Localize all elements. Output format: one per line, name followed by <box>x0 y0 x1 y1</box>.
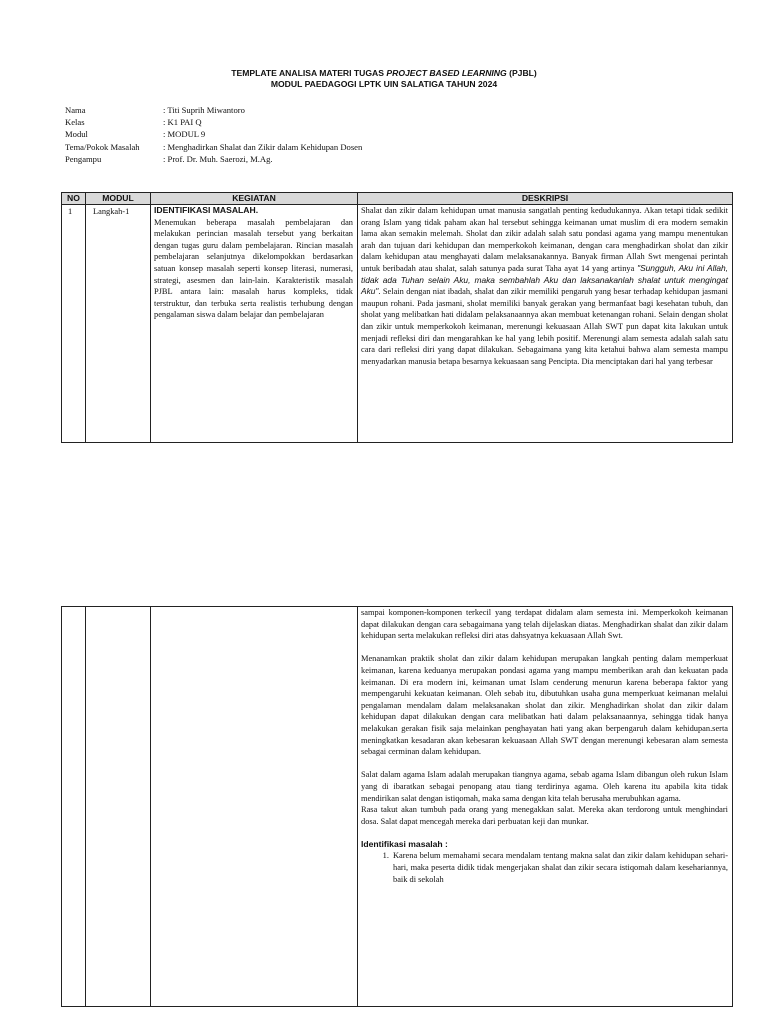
deskripsi-paragraph: Rasa takut akan tumbuh pada orang yang menegakkan salat. Mereka akan terdorong untuk menghindari dosa. Salat dapat mencegah mereka dari perbuatan keji dan munkar. <box>361 805 728 826</box>
info-value: : Prof. Dr. Muh. Saerozi, M.Ag. <box>163 153 273 164</box>
document-title-italic: PROJECT BASED LEARNING <box>386 68 507 78</box>
info-row-modul <box>65 128 362 140</box>
info-row-kelas <box>65 116 362 128</box>
info-value: : Titi Suprih Miwantoro <box>163 105 245 115</box>
info-value: : K1 PAI Q <box>163 117 202 128</box>
quran-quote: "Sungguh, Aku ini Allah, tidak ada Tuhan selain Aku, maka sembahlah Aku dan laksanakanlah shalat untuk mengingat Aku" <box>361 262 728 297</box>
info-label: Pengampu <box>65 153 102 164</box>
row-number-empty <box>62 607 86 1007</box>
document-subtitle: MODUL PAEDAGOGI LPTK UIN SALATIGA TAHUN 2024 <box>270 79 498 89</box>
kegiatan-cell <box>151 205 358 443</box>
table-row <box>62 205 733 443</box>
table-row <box>62 607 733 1007</box>
row-modul-empty <box>86 607 151 1007</box>
analysis-table-page1 <box>61 192 733 443</box>
row-modul: Langkah-1 <box>86 205 151 443</box>
kegiatan-heading: IDENTIFIKASI MASALAH. <box>154 205 259 215</box>
row-number: 1 <box>62 205 86 443</box>
list-item: 1. Karena belum memahami secara mendalam tentang makna salat dan zikir dalam kehidupan sehari-hari, maka peserta didik tidak mengerjakan shalat dan zikir secara istiqomah dalam kesehariannya, baik di sekolah <box>391 850 728 885</box>
table-header-row <box>62 193 733 205</box>
info-row-pengampu <box>65 153 362 165</box>
document-title: TEMPLATE ANALISA MATERI TUGAS PROJECT BASED LEARNING (PJBL) <box>231 68 537 78</box>
info-value: : MODUL 9 <box>163 129 206 140</box>
deskripsi-paragraph: Salat dalam agama Islam adalah merupakan tiangnya agama, sebab agama Islam dibangun oleh rukun Islam yang di ibaratkan sebagai penopang atau tiang terdirinya agama. Oleh karena itu apabila kita tidak mendirikan salat dengan istiqomah, maka sama dengan kita telah berusaha merubuhkan agama. <box>361 770 728 803</box>
info-row-tema <box>65 141 362 153</box>
deskripsi-cell <box>358 607 733 1007</box>
header-kegiatan: KEGIATAN <box>151 193 358 205</box>
info-label: Tema/Pokok Masalah <box>65 141 140 152</box>
identifikasi-heading: Identifikasi masalah : <box>361 838 448 849</box>
deskripsi-cell <box>358 205 733 443</box>
kegiatan-cell-empty <box>151 607 358 1007</box>
deskripsi-paragraph: Shalat dan zikir dalam kehidupan umat manusia sangatlah penting kedudukannya. Akan tetapi tidak sedikit orang Islam yang tidak paham akan hal tersebut sehingga keimanan umat muslim di era modern semakin lama akan semakin melemah. Sholat dan zikir adalah salah satu pondasi agama yang mampu menentukan arah dan tujuan dari kehidupan dan memperkokoh keimanan, dengan cara menghadirkan sholat dan zikir dalam kehidupan atau menghayati dalam melaksanakannya. Banyak firman Allah Swt mengenai perintah untuk beribadah atau shalat, salah satunya pada surat Taha ayat 14 yang artinya "Sungguh, Aku ini Allah, tidak ada Tuhan selain Aku, maka sembahlah Aku dan laksanakanlah shalat untuk mengingat Aku". Selain dengan niat ibadah, shalat dan zikir memiliki pengaruh yang besar terhadap kehidupan jasmani maupun rohani. Pada jasmani, sholat memiliki banyak gerakan yang bermanfaat bagi kesehatan tubuh, dan sholat yang melibatkan hati didalam pelaksanaannya akan membuat ketenangan rohani. Selain dengan sholat dan zikir untuk memperkokoh keimanan, merenungi kekuasaan Allah SWT pun dapat kita lakukan untuk menjadi refleksi diri dan mengarahkan ke hal yang lebih positif. Merenungi alam semesta adalah salah satu cara dari refleksi diri yang dapat dilakukan. Sebagaimana yang kita ketahui bahwa alam semesta mampu menyadarkan manusia betapa besarnya kekuasaan sang Pencipta. Dia menciptakan dari hal yang terbesar <box>361 206 728 366</box>
identifikasi-list <box>361 850 728 885</box>
deskripsi-paragraph: Menanamkan praktik sholat dan zikir dalam kehidupan merupakan langkah penting dalam memperkuat keimanan, karena keduanya merupakan pondasi agama yang mampu memberikan arah dan kekuatan pada keimanan. Di era modern ini, keimanan umat Islam cenderung menurun karena beberapa faktor yang mempengaruhi kekuatan keimanan. Oleh sebab itu, dibutuhkan usaha guna memperkuat keimanan melalui pengalaman mendalam dalam melaksanakan sholat dan zikir. Menghadirkan sholat dan zikir dalam kehidupan dapat dilakukan dengan cara melibatkan hati dalam pelaksanaannya, sehingga tidak hanya melakukan gerakan fisik saja melainkan penghayatan hati yang akan berpengaruh dalam kehidupan.serta meningkatkan kesadaran akan kebesaran kekuasaan Allah SWT dengan merenungi kebesaran alam semesta sebagai cerminan dalam kehidupan. <box>361 654 728 757</box>
info-value: : Menghadirkan Shalat dan Zikir dalam Kehidupan Dosen <box>163 141 363 152</box>
deskripsi-paragraph: sampai komponen-komponen terkecil yang terdapat didalam alam semesta ini. Memperkokoh keimanan dapat dilakukan dengan cara sebagaimana yang telah dijelaskan diatas. Menghadirkan shalat dan zikir dalam kehidupan serta melakukan refleksi diri atas dahsyatnya kekuasaan Allah Swt. <box>361 608 728 641</box>
header-no: NO <box>62 193 86 205</box>
info-label: Nama <box>65 105 86 115</box>
info-block <box>65 104 362 165</box>
kegiatan-text: Menemukan beberapa masalah pembelajaran dan melakukan perincian masalah tersebut yang berkaitan dengan tugas guru dalam pembelajaran. Rincian masalah pembelajaran selanjutnya dikelompokkan berdasarkan satuan konsep masalah seperti konsep literasi, numerasi, strategi, asesmen dan lain-lain. Karakteristik masalah PJBL antara lain: masalah harus kompleks, tidak terstruktur, dan terbuka serta realistis terhubung dengan pengalaman siswa dalam belajar dan pembelajaran <box>154 217 353 320</box>
header-modul: MODUL <box>86 193 151 205</box>
analysis-table-page2 <box>61 606 733 1007</box>
header-deskripsi: DESKRIPSI <box>358 193 733 205</box>
info-label: Modul <box>65 129 88 140</box>
info-row-nama <box>65 104 362 116</box>
info-label: Kelas <box>65 117 85 128</box>
